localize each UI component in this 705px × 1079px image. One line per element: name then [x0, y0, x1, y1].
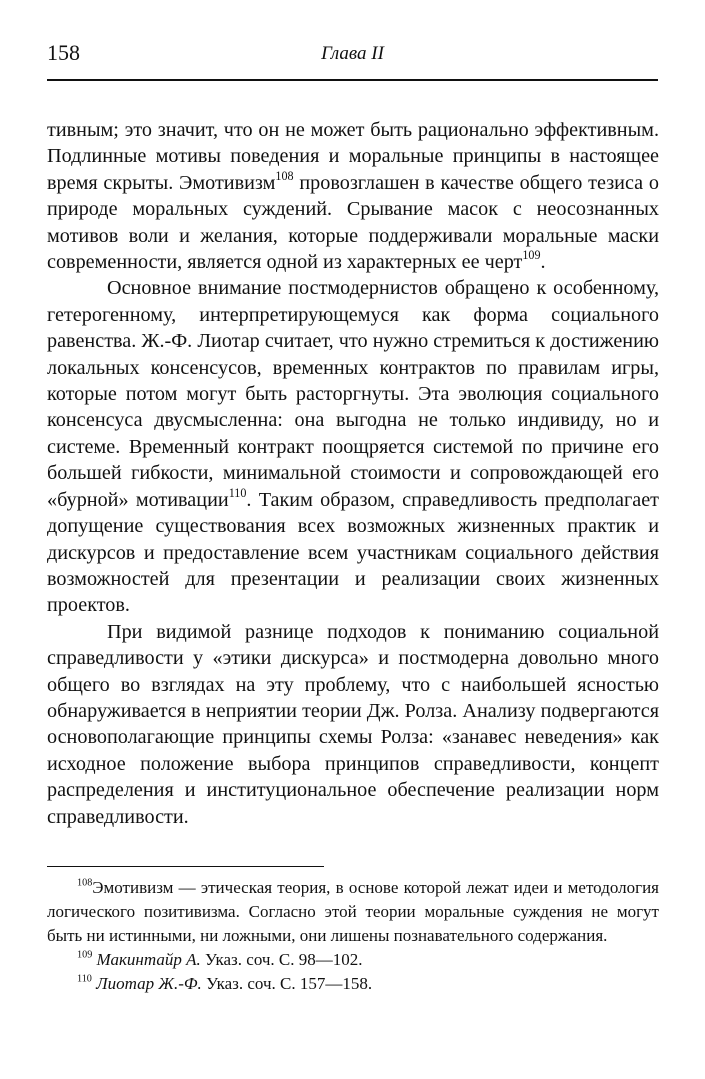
- footnote-108: [47, 876, 659, 948]
- footnote-text: Эмотивизм — этическая теория, в основе которой лежат идеи и методология логического позитивизма. Согласно этой теории моральные суждения не могут быть ни истинными, ни ложными, они лишены познавательного содержания.: [47, 878, 659, 945]
- footnote-author: Макинтайр А.: [96, 950, 201, 969]
- footnotes: [47, 876, 659, 996]
- header-rule: [47, 79, 658, 81]
- footnote-ref-108: 108: [275, 168, 294, 183]
- page-header: [47, 40, 658, 74]
- main-text: [47, 117, 659, 830]
- paragraph-2-text-b: . Таким образом, справедливость предполагает допущение существования всех возможных жизненных практик и дискурсов и предоставление всем участникам социального действия возможностей для презентации и реализации своих жизненных проектов.: [47, 488, 659, 617]
- page-number: 158: [47, 40, 80, 65]
- footnote-109: [47, 948, 659, 972]
- paragraph-2: [47, 275, 659, 618]
- footnote-number: 110: [77, 973, 92, 985]
- paragraph-2-text-a: Основное внимание постмодернистов обращено к особенному, гетерогенному, интерпретирующемуся как форма социального равенства. Ж.-Ф. Лиотар считает, что нужно стремиться к достижению локальных консенсусов, временных контрактов по правилам игры, которые потом могут быть расторгнуты. Эта эволюция социального консенсуса двусмысленна: она выгодна не только индивиду, но и системе. Временный контракт поощряется системой по причине его большей гибкости, минимальной стоимости и сопровождающей его «бурной» мотивации: [47, 277, 659, 511]
- paragraph-1-text-a: тивным; это значит, что он не может быть рационально эффективным. Подлинные мотивы поведения и моральные принципы в настоящее время скрыты. Эмотивизм: [47, 119, 659, 194]
- footnote-number: 108: [77, 877, 93, 889]
- footnote-number: 109: [77, 949, 93, 961]
- paragraph-1: [47, 117, 659, 275]
- chapter-title: Глава II: [321, 43, 384, 64]
- footnote-ref-110: 110: [228, 485, 247, 500]
- paragraph-1-text-b: провозглашен в качестве общего тезиса о природе моральных суждений. Срывание масок с неосознанных мотивов воли и желания, которые поддерживали моральные маски современности, является одной из характерных ее черт: [47, 171, 659, 274]
- footnote-110: [47, 972, 659, 996]
- paragraph-1-text-c: .: [540, 251, 546, 274]
- footnote-rule: [47, 866, 324, 867]
- footnote-author: Лиотар Ж.-Ф.: [96, 974, 202, 993]
- footnote-text: Указ. соч. С. 98—102.: [200, 950, 363, 969]
- paragraph-3: При видимой разнице подходов к пониманию социальной справедливости у «этики дискурса» и постмодерна довольно много общего во взглядах на эту проблему, что с наибольшей ясностью обнаруживается в неприятии теории Дж. Ролза. Анализу подвергаются основополагающие принципы схемы Ролза: «занавес неведения» как исходное положение выбора принципов справедливости, концепт распределения и институциональное обеспечение реализации норм справедливости.: [47, 620, 659, 828]
- footnote-text: Указ. соч. С. 157—158.: [201, 974, 373, 993]
- footnote-ref-109: 109: [522, 247, 541, 262]
